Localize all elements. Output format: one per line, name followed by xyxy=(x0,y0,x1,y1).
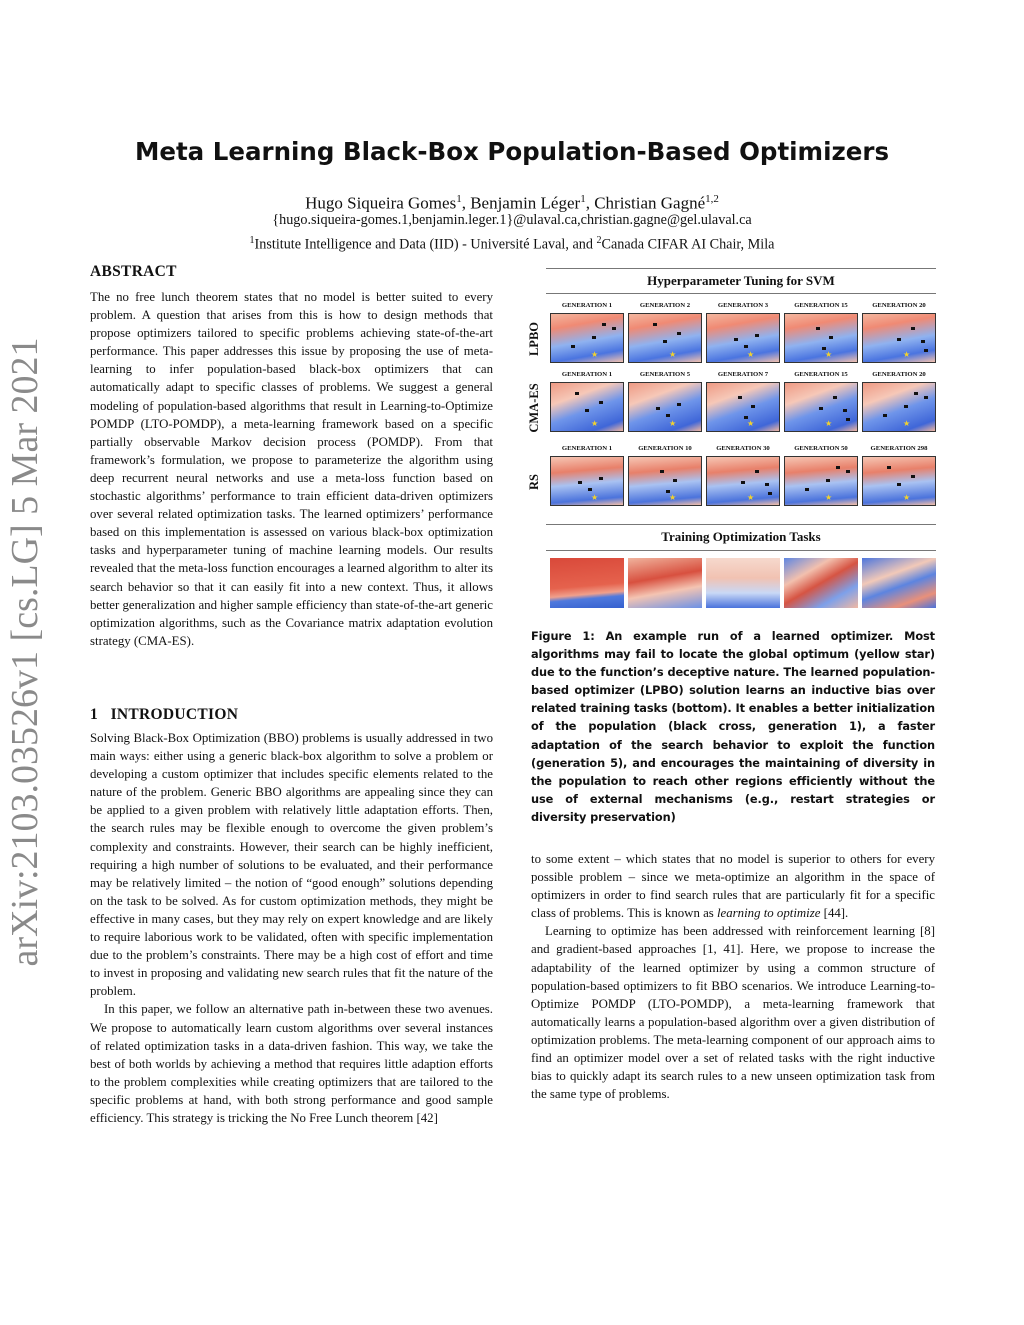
affil-text: Institute Intelligence and Data (IID) - Université Laval, and xyxy=(254,236,597,253)
abstract-text: The no free lunch theorem states that no model is better suited to every problem. A question that arises from this is how to design methods that propose optimizers tailored to specific problems achieving state-of-the-art performance. This paper addresses this issue by proposing the use of meta-learning to infer population-based black-box optimizers that can automatically adapt to specific classes of problems. We suggest a general modeling of population-based algorithms that result in Learning-to-Optimize POMDP (LTO-POMDP), a meta-learning framework based on a specific partially observable Markov decision process (POMDP). From that framework’s formulation, we propose to parameterize the algorithm using deep recurrent neural networks and use a meta-loss function based on stochastic algorithms’ performance to train efficient data-driven optimizers over several related optimization tasks. The learned optimizers’ performance based on this implementation is assessed on various black-box optimization tasks and hyperparameter tuning of machine learning models. Our results revealed that the meta-loss function encourages a learned algorithm to alter its search behavior so that it can easily fit into a new context. Thus, it allows better generalization and higher sample efficiency than state-of-the-art generic optimization algorithms, such as the Covariance matrix adaptation evolution strategy (CMA-ES). xyxy=(90,290,493,648)
population-marker xyxy=(734,338,738,341)
intro-paragraph: Solving Black-Box Optimization (BBO) problems is usually addressed in two main ways: either using a generic black-box algorithm to solve a problem or developing a custom optimizer that includes specific elements related to the nature of the problem. Generic BBO algorithms are appealing since they can be applied to a given problem with relatively little adaptation efforts. Then, the search rules may be flexible enough to overcome the given problem’s complexity and constraints. However, their search can be highly inefficient, requiring a high number of solutions to be evaluated, and their performance may be relatively limited – the notion of “good enough” solutions depending on the task to be solved. As for custom optimization methods, they might be effective in many cases, but they may rely on expert knowledge and are likely to require laborious work to be validated, often with specific implementation due to the problem’s constraints. There may be a high cost of effort and time to invest in proposing and validating new search rules that fit the nature of the problem. xyxy=(90,731,493,999)
population-marker xyxy=(571,345,575,348)
abstract-heading: ABSTRACT xyxy=(90,263,177,280)
population-marker xyxy=(744,345,748,348)
body-emphasis: learning to optimize xyxy=(716,906,821,921)
population-marker xyxy=(816,327,820,330)
training-task-heatmap xyxy=(550,558,624,608)
population-marker xyxy=(911,475,915,478)
population-marker xyxy=(924,396,928,399)
global-optimum-star-icon: ★ xyxy=(903,350,911,359)
figure-caption: Figure 1: An example run of a learned optimizer. Most algorithms may fail to locate the global optimum (yellow star) due to the function’s deceptive nature. The learned population-based optimizer (LPBO) solution learns an inductive bias over related training tasks (bottom). It enables a better initialization of the population (black cross, generation 1), a faster adaptation of the search behavior to exploit the function (generation 5), and encourages the maintaining of diversity in the population to reach other regions efficiently without the use of external mechanisms (e.g., restart strategies or diversity preservation) xyxy=(531,629,936,824)
author-affil-mark: 1 xyxy=(580,193,586,205)
body-paragraph: Learning to optimize has been addressed with reinforcement learning [8] and gradient-based approaches [1, 41]. Here, we propose to increase the adaptability of the learned optimizer by using a common structure of population-based optimizers to fit BBO scenarios. We introduce Learning-to-Optimize POMDP (LTO-POMDP), a meta-learning framework that automatically learns a population-based algorithm over a given distribution of optimization problems. The meta-learning component of our approach aims to find an optimizer model over a set of related tasks with the right inductive bias to quickly adapt its search rules to a new unseen optimization task from the same type of problems. xyxy=(531,924,935,1102)
generation-label: GENERATION 15 xyxy=(794,371,848,378)
optimization-heatmap xyxy=(706,313,780,363)
introduction-heading: 1 INTRODUCTION xyxy=(90,706,239,723)
population-marker xyxy=(846,418,850,421)
population-marker xyxy=(677,403,681,406)
population-marker xyxy=(599,477,603,480)
optimization-heatmap xyxy=(550,456,624,506)
affil-mark: 2 xyxy=(596,235,602,246)
generation-label: GENERATION 3 xyxy=(717,302,769,309)
population-marker xyxy=(897,483,901,486)
population-marker xyxy=(612,327,616,330)
population-marker xyxy=(751,405,755,408)
global-optimum-star-icon: ★ xyxy=(825,419,833,428)
optimization-heatmap xyxy=(784,313,858,363)
population-marker xyxy=(846,470,850,473)
optimization-heatmap xyxy=(550,313,624,363)
author-list: Hugo Siqueira Gomes$^1$, Benjamin Léger$^1$, Christian Gagné$^{1,2}$ xyxy=(305,193,719,213)
population-marker xyxy=(673,479,677,482)
body-paragraph xyxy=(531,850,935,922)
figure-heading-top: Hyperparameter Tuning for SVM xyxy=(647,273,835,288)
population-marker xyxy=(663,340,667,343)
optimization-heatmap xyxy=(628,313,702,363)
global-optimum-star-icon: ★ xyxy=(669,350,677,359)
generation-label: GENERATION 10 xyxy=(638,445,692,452)
optimization-heatmap xyxy=(706,382,780,432)
affil-text: Canada CIFAR AI Chair, Mila xyxy=(601,236,775,253)
generation-label: GENERATION 50 xyxy=(794,445,848,452)
population-marker xyxy=(897,338,901,341)
population-marker xyxy=(755,334,759,337)
intro-paragraph: In this paper, we follow an alternative path in-between these two avenues. We propose to automatically learn custom algorithms over several instances of related optimization tasks in a data-driven fashion. This way, we take the best of both worlds by achieving a method that requires little adaption efforts to the problem complexities while creating optimizers that are tailored to the specific problems at hand, with both strong performance and good sample efficiency. This strategy is tricking the No Free Lunch theorem [42] xyxy=(90,1002,493,1125)
introduction-section xyxy=(90,705,493,1127)
generation-label: GENERATION 15 xyxy=(794,302,848,309)
optimization-heatmap xyxy=(550,382,624,432)
body-text: to some extent – which states that no model is superior to others for every possible problem – since we meta-optimize an algorithm in the space of optimizers in order to find search rules that are particularly fit for a specific class of problems. This is known as xyxy=(531,852,935,921)
population-marker xyxy=(578,481,582,484)
generation-label: GENERATION 298 xyxy=(870,445,928,452)
author-emails: {hugo.siqueira-gomes.1,benjamin.leger.1}@ulaval.ca,christian.gagne@gel.ulaval.ca xyxy=(272,212,752,228)
figure-row-label: LPBO xyxy=(527,321,541,357)
population-marker xyxy=(660,470,664,473)
figure-rule xyxy=(546,268,936,269)
author-affil-mark: 1,2 xyxy=(705,193,719,205)
global-optimum-star-icon: ★ xyxy=(825,493,833,502)
generation-label: GENERATION 20 xyxy=(872,302,926,309)
optimization-heatmap xyxy=(784,456,858,506)
global-optimum-star-icon: ★ xyxy=(903,493,911,502)
author-affil-mark: 1 xyxy=(456,193,462,205)
population-marker xyxy=(599,401,603,404)
generation-label: GENERATION 20 xyxy=(872,371,926,378)
population-marker xyxy=(755,470,759,473)
population-marker xyxy=(883,414,887,417)
global-optimum-star-icon: ★ xyxy=(591,493,599,502)
figure-rule xyxy=(546,550,936,551)
optimization-heatmap xyxy=(628,456,702,506)
training-task-heatmap xyxy=(706,558,780,608)
generation-label: GENERATION 1 xyxy=(561,302,613,309)
figure-rule xyxy=(546,293,936,294)
training-task-heatmap xyxy=(784,558,858,608)
optimization-heatmap xyxy=(628,382,702,432)
generation-label: GENERATION 30 xyxy=(716,445,770,452)
population-marker xyxy=(677,332,681,335)
population-marker xyxy=(588,488,592,491)
figure-heading-bottom: Training Optimization Tasks xyxy=(661,529,821,544)
generation-label: GENERATION 2 xyxy=(639,302,691,309)
population-marker xyxy=(585,409,589,412)
population-marker xyxy=(833,396,837,399)
population-marker xyxy=(887,466,891,469)
optimization-heatmap xyxy=(706,456,780,506)
population-marker xyxy=(819,407,823,410)
right-column-text xyxy=(531,850,935,1103)
global-optimum-star-icon: ★ xyxy=(747,419,755,428)
training-task-heatmap xyxy=(862,558,936,608)
arxiv-stamp: arXiv:2103.03526v1 [cs.LG] 5 Mar 2021 xyxy=(4,337,46,967)
population-marker xyxy=(765,483,769,486)
figure-rule xyxy=(546,524,936,525)
population-marker xyxy=(914,392,918,395)
optimization-heatmap xyxy=(862,382,936,432)
population-marker xyxy=(666,414,670,417)
global-optimum-star-icon: ★ xyxy=(747,493,755,502)
generation-label: GENERATION 7 xyxy=(717,371,769,378)
population-marker xyxy=(738,396,742,399)
affiliations xyxy=(100,231,924,255)
author-name: Benjamin Léger xyxy=(470,193,581,213)
generation-label: GENERATION 1 xyxy=(561,445,613,452)
population-marker xyxy=(921,340,925,343)
affil-mark: 1 xyxy=(249,235,255,246)
population-marker xyxy=(904,405,908,408)
population-marker xyxy=(826,479,830,482)
paper-title: Meta Learning Black-Box Population-Based Optimizers xyxy=(134,137,890,166)
population-marker xyxy=(924,349,928,352)
population-marker xyxy=(768,492,772,495)
abstract-section xyxy=(90,262,493,650)
training-task-heatmap xyxy=(628,558,702,608)
global-optimum-star-icon: ★ xyxy=(591,350,599,359)
population-marker xyxy=(653,323,657,326)
population-marker xyxy=(829,336,833,339)
optimization-heatmap xyxy=(862,313,936,363)
population-marker xyxy=(741,481,745,484)
optimization-heatmap xyxy=(862,456,936,506)
global-optimum-star-icon: ★ xyxy=(669,419,677,428)
generation-label: GENERATION 5 xyxy=(639,371,691,378)
generation-label: GENERATION 1 xyxy=(561,371,613,378)
optimization-heatmap xyxy=(784,382,858,432)
author-name: Christian Gagné xyxy=(594,193,706,213)
author-name: Hugo Siqueira Gomes xyxy=(305,193,457,213)
figure-row-label: CMA-ES xyxy=(527,383,541,433)
population-marker xyxy=(843,409,847,412)
population-marker xyxy=(836,466,840,469)
global-optimum-star-icon: ★ xyxy=(903,419,911,428)
population-marker xyxy=(575,392,579,395)
population-marker xyxy=(656,407,660,410)
population-marker xyxy=(592,336,596,339)
population-marker xyxy=(911,327,915,330)
global-optimum-star-icon: ★ xyxy=(591,419,599,428)
global-optimum-star-icon: ★ xyxy=(825,350,833,359)
body-text: [44]. xyxy=(820,906,849,921)
population-marker xyxy=(805,488,809,491)
global-optimum-star-icon: ★ xyxy=(669,493,677,502)
figure-row-label: RS xyxy=(527,474,541,490)
population-marker xyxy=(602,323,606,326)
figure-1 xyxy=(527,268,936,616)
global-optimum-star-icon: ★ xyxy=(747,350,755,359)
